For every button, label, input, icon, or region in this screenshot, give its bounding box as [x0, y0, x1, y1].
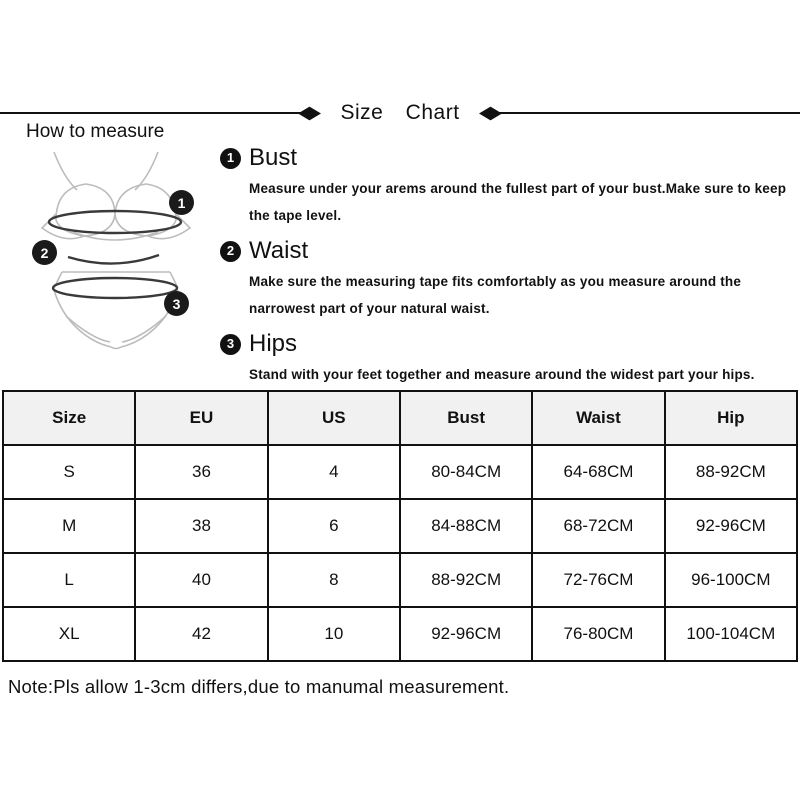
- measure-step-waist: [220, 237, 798, 322]
- column-header-eu: EU: [135, 391, 267, 445]
- step-label: Bust: [249, 144, 298, 171]
- column-header-waist: Waist: [532, 391, 664, 445]
- cell-size: L: [3, 553, 135, 607]
- measure-step-bust: [220, 144, 798, 229]
- cell-eu: 38: [135, 499, 267, 553]
- cell-size: XL: [3, 607, 135, 661]
- measure-marker-waist: 2: [32, 240, 57, 265]
- cell-eu: 42: [135, 607, 267, 661]
- cell-waist: 72-76CM: [532, 553, 664, 607]
- page-title: Size Chart: [340, 101, 460, 124]
- step-heading: [220, 144, 798, 172]
- cell-size: M: [3, 499, 135, 553]
- cell-bust: 84-88CM: [400, 499, 532, 553]
- cell-us: 4: [268, 445, 400, 499]
- measurement-note: Note:Pls allow 1-3cm differs,due to manumal measurement.: [8, 676, 510, 697]
- cell-eu: 36: [135, 445, 267, 499]
- cell-us: 6: [268, 499, 400, 553]
- cell-hip: 88-92CM: [665, 445, 797, 499]
- cell-bust: 80-84CM: [400, 445, 532, 499]
- cell-size: S: [3, 445, 135, 499]
- step-instruction: Measure under your arems around the fullest part of your bust.Make sure to keep the tape level.: [249, 181, 787, 223]
- how-to-measure-title: How to measure: [26, 121, 165, 142]
- cell-waist: 68-72CM: [532, 499, 664, 553]
- bikini-measure-illustration: [18, 148, 223, 376]
- column-header-hip: Hip: [665, 391, 797, 445]
- title-rule-right: [499, 112, 800, 114]
- cell-bust: 92-96CM: [400, 607, 532, 661]
- step-number-badge: 2: [220, 241, 241, 262]
- cell-eu: 40: [135, 553, 267, 607]
- cell-us: 10: [268, 607, 400, 661]
- title-rule-left: [0, 112, 301, 114]
- measure-marker-hips: 3: [164, 291, 189, 316]
- step-heading: [220, 330, 798, 358]
- step-label: Hips: [249, 330, 298, 357]
- column-header-size: Size: [3, 391, 135, 445]
- size-chart-table: [2, 390, 798, 662]
- table-header-row: [3, 391, 797, 445]
- cell-hip: 92-96CM: [665, 499, 797, 553]
- measure-steps: [220, 144, 798, 396]
- cell-hip: 96-100CM: [665, 553, 797, 607]
- column-header-us: US: [268, 391, 400, 445]
- table-row: [3, 553, 797, 607]
- diamond-icon: [299, 106, 322, 120]
- step-number-badge: 1: [220, 148, 241, 169]
- table-row: [3, 445, 797, 499]
- cell-waist: 76-80CM: [532, 607, 664, 661]
- cell-waist: 64-68CM: [532, 445, 664, 499]
- table-row: [3, 499, 797, 553]
- column-header-bust: Bust: [400, 391, 532, 445]
- measure-step-hips: [220, 330, 798, 388]
- step-heading: [220, 237, 798, 265]
- cell-hip: 100-104CM: [665, 607, 797, 661]
- cell-us: 8: [268, 553, 400, 607]
- cell-bust: 88-92CM: [400, 553, 532, 607]
- step-instruction: Make sure the measuring tape fits comfortably as you measure around the narrowest part of your natural waist.: [249, 274, 742, 316]
- step-instruction: Stand with your feet together and measure around the widest part your hips.: [249, 367, 755, 382]
- table-row: [3, 607, 797, 661]
- measure-marker-bust: 1: [169, 190, 194, 215]
- diamond-icon: [479, 106, 502, 120]
- step-number-badge: 3: [220, 334, 241, 355]
- step-label: Waist: [249, 237, 309, 264]
